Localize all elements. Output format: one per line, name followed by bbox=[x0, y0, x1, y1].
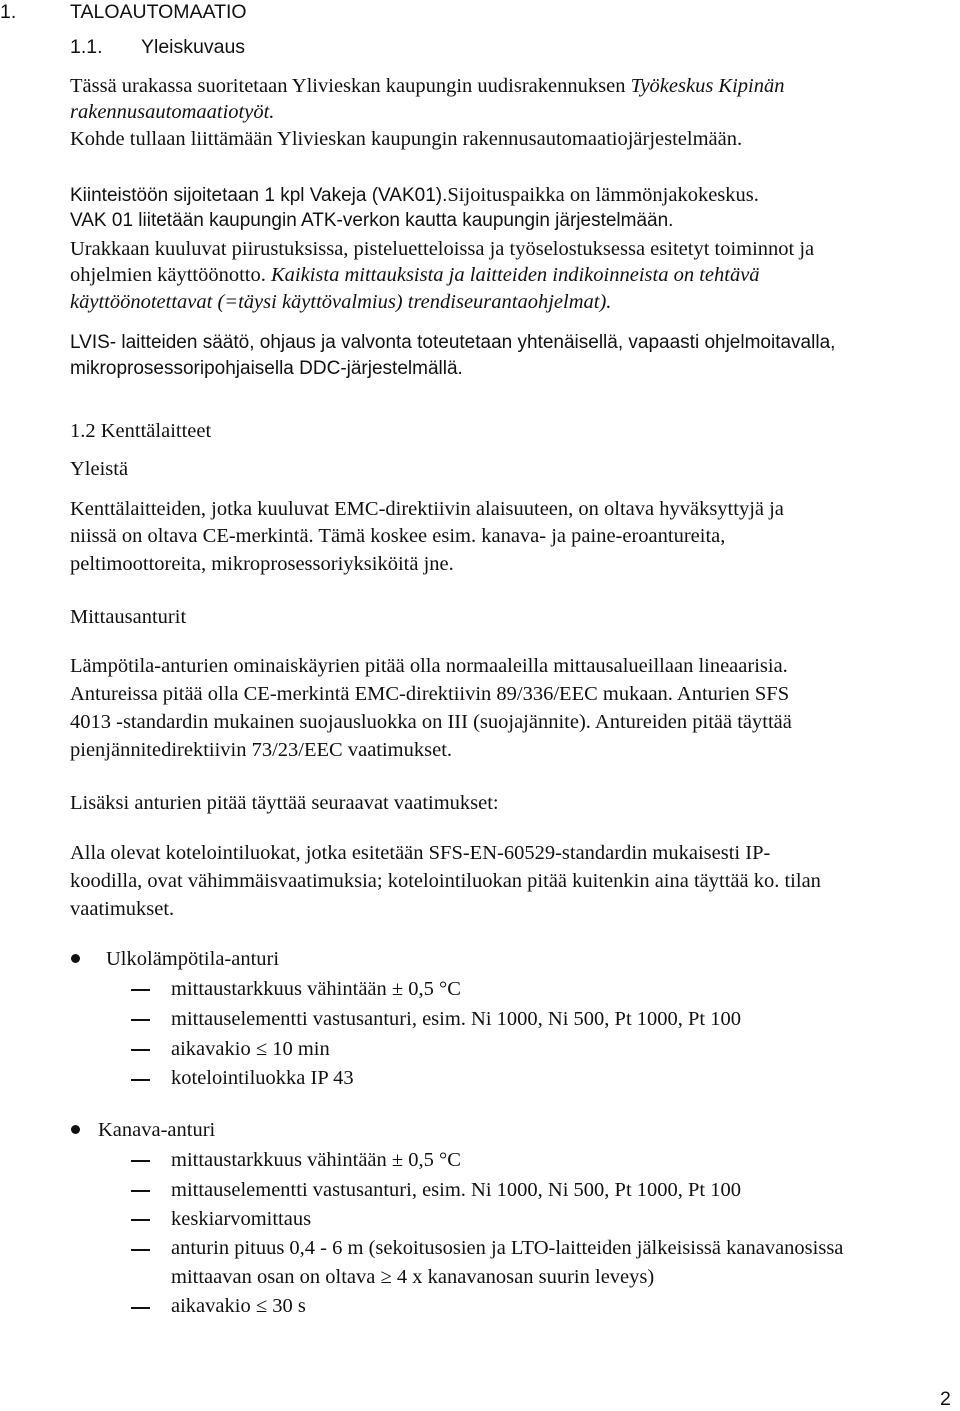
kanava-title: Kanava-anturi bbox=[98, 1119, 216, 1141]
heading-1-1-number: 1.1. bbox=[70, 36, 103, 58]
dash-icon bbox=[131, 1049, 150, 1051]
dash-icon bbox=[131, 1019, 150, 1021]
yleista-line-1: Kenttälaitteiden, jotka kuuluvat EMC-direktiivin alaisuuteen, on oltava hyväksyttyjä ja bbox=[70, 498, 784, 520]
page-number: 2 bbox=[940, 1388, 951, 1410]
dash-icon bbox=[131, 1249, 150, 1251]
yleista-line-3: peltimoottoreita, mikroprosessoriyksiköitä jne. bbox=[70, 553, 454, 575]
kotelointi-line-2: koodilla, ovat vähimmäisvaatimuksia; kotelointiluokan pitää kuitenkin aina täyttää ko. tilan bbox=[70, 870, 821, 892]
mittausanturit-line-4: pienjännitedirektiivin 73/23/EEC vaatimukset. bbox=[70, 739, 453, 761]
vak-line-2: VAK 01 liitetään kaupungin ATK-verkon kautta kaupungin järjestelmään. bbox=[70, 210, 674, 231]
vak-line-1: Kiinteistöön sijoitetaan 1 kpl Vakeja (VAK01).Sijoituspaikka on lämmönjakokeskus. bbox=[70, 184, 759, 206]
dash-icon bbox=[131, 1219, 150, 1221]
mittausanturit-line-1: Lämpötila-anturien ominaiskäyrien pitää olla normaaleilla mittausalueillaan lineaarisia. bbox=[70, 655, 788, 677]
kanava-item-5: aikavakio ≤ 30 s bbox=[171, 1295, 306, 1317]
bullet-icon bbox=[71, 1125, 80, 1134]
lvis-line-1: LVIS- laitteiden säätö, ohjaus ja valvonta toteutetaan yhtenäisellä, vapaasti ohjelmoitavalla, bbox=[70, 332, 836, 353]
intro-line-3: Kohde tullaan liittämään Ylivieskan kaupungin rakennusautomaatiojärjestelmään. bbox=[70, 128, 743, 150]
dash-icon bbox=[131, 1079, 150, 1081]
mittausanturit-title: Mittausanturit bbox=[70, 606, 187, 628]
mittausanturit-line-3: 4013 -standardin mukainen suojausluokka on III (suojajännite). Antureiden pitää täyttää bbox=[70, 711, 792, 733]
kanava-item-4: anturin pituus 0,4 - 6 m (sekoitusosien ja LTO-laitteiden jälkeisissä kanavanosissa bbox=[171, 1237, 844, 1259]
yleista-line-2: niissä on oltava CE-merkintä. Tämä koskee esim. kanava- ja paine-eroantureita, bbox=[70, 525, 726, 547]
kanava-item-3: keskiarvomittaus bbox=[171, 1208, 312, 1230]
bullet-icon bbox=[71, 954, 80, 963]
ulko-item-3: aikavakio ≤ 10 min bbox=[171, 1038, 330, 1060]
ulko-title: Ulkolämpötila-anturi bbox=[106, 948, 280, 970]
kanava-item-1: mittaustarkkuus vähintään ± 0,5 °C bbox=[171, 1149, 461, 1171]
dash-icon bbox=[131, 1307, 150, 1309]
vak-line-5: käyttöönotettavat (=täysi käyttövalmius) trendiseurantaohjelmat). bbox=[70, 291, 612, 313]
dash-icon bbox=[131, 1190, 150, 1192]
kotelointi-line-3: vaatimukset. bbox=[70, 898, 175, 920]
kotelointi-line-1: Alla olevat kotelointiluokat, jotka esitetään SFS-EN-60529-standardin mukaisesti IP- bbox=[70, 842, 771, 864]
yleista-title: Yleistä bbox=[70, 458, 129, 480]
dash-icon bbox=[131, 989, 150, 991]
heading-1-number: 1. bbox=[0, 1, 17, 23]
heading-1-2: 1.2 Kenttälaitteet bbox=[70, 420, 212, 442]
vak-line-4: ohjelmien käyttöönotto. Kaikista mittauksista ja laitteiden indikoinneista on tehtävä bbox=[70, 264, 760, 286]
kanava-item-2: mittauselementti vastusanturi, esim. Ni 1000, Ni 500, Pt 1000, Pt 100 bbox=[171, 1179, 741, 1201]
dash-icon bbox=[131, 1160, 150, 1162]
heading-1-1-title: Yleiskuvaus bbox=[141, 36, 246, 58]
intro-line-2: rakennusautomaatiotyöt. bbox=[70, 101, 275, 123]
lvis-line-2: mikroprosessoripohjaisella DDC-järjestelmällä. bbox=[70, 358, 463, 379]
vak-line-3: Urakkaan kuuluvat piirustuksissa, pisteluetteloissa ja työselostuksessa esitetyt toiminnot ja bbox=[70, 238, 815, 260]
ulko-item-1: mittaustarkkuus vähintään ± 0,5 °C bbox=[171, 978, 461, 1000]
kanava-item-4-cont: mittaavan osan on oltava ≥ 4 x kanavanosan suurin leveys) bbox=[171, 1266, 655, 1288]
intro-line-1: Tässä urakassa suoritetaan Ylivieskan kaupungin uudisrakennuksen Työkeskus Kipinän bbox=[70, 75, 785, 97]
heading-1-title: TALOAUTOMAATIO bbox=[70, 1, 247, 23]
ulko-item-2: mittauselementti vastusanturi, esim. Ni 1000, Ni 500, Pt 1000, Pt 100 bbox=[171, 1008, 741, 1030]
ulko-item-4: kotelointiluokka IP 43 bbox=[171, 1067, 354, 1089]
mittausanturit-line-2: Antureissa pitää olla CE-merkintä EMC-direktiivin 89/336/EEC mukaan. Anturien SFS bbox=[70, 683, 790, 705]
lisaksi-line: Lisäksi anturien pitää täyttää seuraavat vaatimukset: bbox=[70, 792, 499, 814]
